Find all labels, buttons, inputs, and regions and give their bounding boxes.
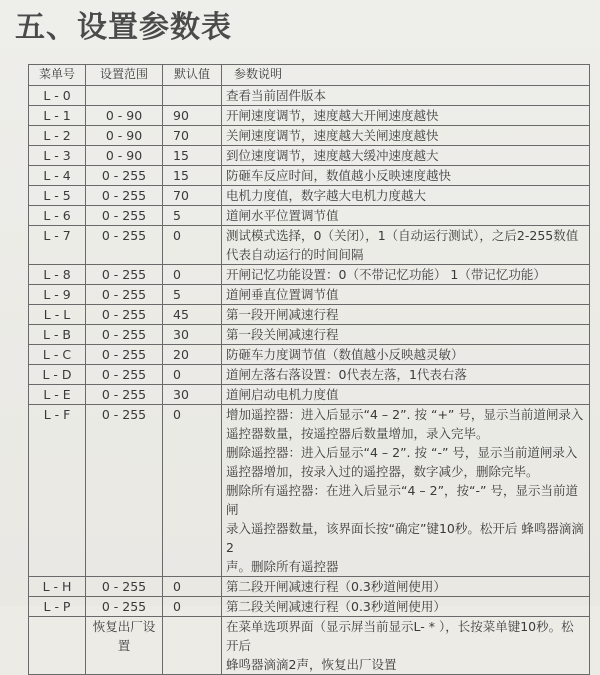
description-line: 第二段开闸减速行程（0.3秒道闸使用） [226, 579, 446, 594]
description-cell [222, 86, 590, 106]
description-line: 第一段关闸减速行程 [226, 327, 339, 342]
description-line: 道闸左落右落设置：0代表左落，1代表右落 [226, 367, 467, 382]
parameter-table [28, 64, 590, 675]
table-row [29, 285, 590, 305]
description-cell [222, 405, 590, 577]
description-cell [222, 285, 590, 305]
default-value-cell [163, 617, 222, 675]
menu-number-cell: L - L [29, 305, 86, 325]
description-line: 声。删除所有遥控器 [226, 559, 339, 574]
table-row [29, 126, 590, 146]
menu-number-cell: L - F [29, 405, 86, 577]
description-line: 第二段关闸减速行程（0.3秒道闸使用） [226, 599, 446, 614]
description-line: 道闸垂直位置调节值 [226, 287, 339, 302]
setting-range-cell: 0 - 255 [86, 597, 163, 617]
description-line: 防砸车力度调节值（数值越小反映越灵敏） [226, 347, 464, 362]
default-value-cell: 45 [163, 305, 222, 325]
table-row [29, 86, 590, 106]
setting-range-cell [86, 86, 163, 106]
menu-number-cell: L - 6 [29, 206, 86, 226]
default-value-cell: 15 [163, 166, 222, 186]
menu-number-cell: L - D [29, 365, 86, 385]
setting-range-cell: 0 - 255 [86, 405, 163, 577]
description-line: 开闸速度调节，速度越大开闸速度越快 [226, 108, 439, 123]
setting-range-cell: 0 - 255 [86, 305, 163, 325]
description-line: 第一段开闸减速行程 [226, 307, 339, 322]
table-row [29, 365, 590, 385]
setting-range-cell: 0 - 255 [86, 265, 163, 285]
table-row [29, 106, 590, 126]
default-value-cell: 0 [163, 265, 222, 285]
menu-number-cell: L - 9 [29, 285, 86, 305]
table-row [29, 597, 590, 617]
description-line: 代表自动运行的时间间隔 [226, 247, 364, 262]
description-cell [222, 597, 590, 617]
description-cell [222, 146, 590, 166]
setting-range-cell: 0 - 90 [86, 146, 163, 166]
description-line: 删除遥控器：进入后显示“4 – 2”. 按 “-” 号，显示当前道闸录入 [226, 445, 578, 460]
table-header-row [29, 65, 590, 86]
table-row [29, 577, 590, 597]
description-cell [222, 325, 590, 345]
setting-range-cell: 0 - 255 [86, 325, 163, 345]
description-cell [222, 265, 590, 285]
table-row [29, 325, 590, 345]
table-row [29, 405, 590, 577]
menu-number-cell: L - 2 [29, 126, 86, 146]
description-line: 删除所有遥控器：在进入后显示“4 – 2”，按“-” 号，显示当前道闸 [226, 483, 578, 517]
header-default-value: 默认值 [163, 65, 222, 86]
description-cell [222, 166, 590, 186]
menu-number-cell: L - 1 [29, 106, 86, 126]
description-cell [222, 226, 590, 265]
default-value-cell: 20 [163, 345, 222, 365]
description-line: 在菜单选项界面（显示屏当前显示L- * ），长按菜单键10秒。松开后 [226, 619, 574, 653]
header-setting-range: 设置范围 [86, 65, 163, 86]
description-cell [222, 126, 590, 146]
description-line: 测试模式选择，0（关闭），1（自动运行测试），之后2-255数值 [226, 228, 579, 243]
table-row [29, 265, 590, 285]
menu-number-cell: L - 7 [29, 226, 86, 265]
description-cell [222, 206, 590, 226]
table-row [29, 305, 590, 325]
menu-number-cell: L - 8 [29, 265, 86, 285]
default-value-cell: 0 [163, 365, 222, 385]
default-value-cell: 70 [163, 186, 222, 206]
default-value-cell: 0 [163, 226, 222, 265]
menu-number-cell: L - 3 [29, 146, 86, 166]
table-row [29, 226, 590, 265]
description-line: 道闸水平位置调节值 [226, 208, 339, 223]
menu-number-cell: L - P [29, 597, 86, 617]
setting-range-cell: 0 - 90 [86, 126, 163, 146]
setting-range-cell: 0 - 255 [86, 345, 163, 365]
description-line: 遥控器数量，按遥控器后数量增加，录入完毕。 [226, 426, 489, 441]
default-value-cell: 5 [163, 285, 222, 305]
description-line: 关闸速度调节，速度越大关闸速度越快 [226, 128, 439, 143]
description-line: 开闸记忆功能设置：0（不带记忆功能） 1（带记忆功能） [226, 267, 546, 282]
table-row [29, 385, 590, 405]
setting-range-cell: 0 - 255 [86, 285, 163, 305]
description-line: 增加遥控器：进入后显示“4 – 2”. 按 “+” 号，显示当前道闸录入 [226, 407, 584, 422]
menu-number-cell: L - H [29, 577, 86, 597]
menu-number-cell: L - B [29, 325, 86, 345]
menu-number-cell: L - C [29, 345, 86, 365]
default-value-cell: 0 [163, 405, 222, 577]
description-cell [222, 385, 590, 405]
description-cell [222, 617, 590, 675]
setting-range-cell: 0 - 255 [86, 166, 163, 186]
default-value-cell: 0 [163, 597, 222, 617]
menu-number-cell: L - 0 [29, 86, 86, 106]
default-value-cell [163, 86, 222, 106]
description-cell [222, 577, 590, 597]
header-menu-number: 菜单号 [29, 65, 86, 86]
description-cell [222, 345, 590, 365]
default-value-cell: 90 [163, 106, 222, 126]
section-title: 五、设置参数表 [15, 10, 232, 45]
setting-range-cell: 0 - 90 [86, 106, 163, 126]
setting-range-cell: 0 - 255 [86, 577, 163, 597]
description-line: 录入遥控器数量，该界面长按“确定”键10秒。松开后 蜂鸣器滴滴2 [226, 521, 584, 555]
setting-range-cell: 恢复出厂设置 [86, 617, 163, 675]
table-row [29, 206, 590, 226]
setting-range-cell: 0 - 255 [86, 186, 163, 206]
description-line: 道闸启动电机力度值 [226, 387, 339, 402]
description-line: 防砸车反应时间，数值越小反映速度越快 [226, 168, 452, 183]
description-line: 遥控器增加，按录入过的遥控器，数字减少，删除完毕。 [226, 464, 539, 479]
description-cell [222, 186, 590, 206]
description-cell [222, 365, 590, 385]
table-row [29, 617, 590, 675]
menu-number-cell: L - 4 [29, 166, 86, 186]
menu-number-cell [29, 617, 86, 675]
menu-number-cell: L - 5 [29, 186, 86, 206]
description-line: 查看当前固件版本 [226, 88, 327, 103]
default-value-cell: 70 [163, 126, 222, 146]
table-row [29, 146, 590, 166]
description-cell [222, 305, 590, 325]
setting-range-cell: 0 - 255 [86, 226, 163, 265]
setting-range-cell: 0 - 255 [86, 385, 163, 405]
setting-range-cell: 0 - 255 [86, 365, 163, 385]
default-value-cell: 30 [163, 385, 222, 405]
header-parameter-description: 参数说明 [222, 65, 590, 86]
table-row [29, 166, 590, 186]
default-value-cell: 15 [163, 146, 222, 166]
description-line: 电机力度值，数字越大电机力度越大 [226, 188, 427, 203]
default-value-cell: 5 [163, 206, 222, 226]
default-value-cell: 0 [163, 577, 222, 597]
description-line: 蜂鸣器滴滴2声，恢复出厂设置 [226, 657, 397, 672]
description-line: 到位速度调节，速度越大缓冲速度越大 [226, 148, 439, 163]
setting-range-cell: 0 - 255 [86, 206, 163, 226]
table-row [29, 186, 590, 206]
menu-number-cell: L - E [29, 385, 86, 405]
table-row [29, 345, 590, 365]
description-cell [222, 106, 590, 126]
default-value-cell: 30 [163, 325, 222, 345]
